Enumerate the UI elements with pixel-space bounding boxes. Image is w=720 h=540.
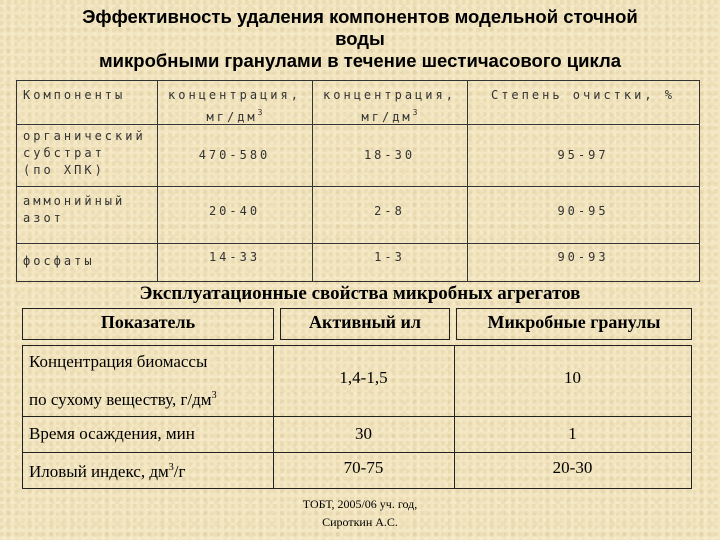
sludge-index-granules: 20-30 (552, 458, 593, 477)
biomass-granules: 10 (564, 368, 581, 387)
row1-in: 470-580 (198, 148, 271, 162)
aggregates-properties-table (22, 345, 692, 489)
header-granules: Микробные гранулы (456, 308, 692, 340)
footer-credit: ТОБТ, 2005/06 уч. год, Сироткин А.С. (302, 497, 418, 529)
row1-out: 18-30 (363, 148, 416, 162)
header-components: Компоненты (23, 88, 126, 102)
table2-row-divider (23, 416, 691, 417)
header-conc-in: концентрация, $мг/дм^3$ (168, 88, 301, 124)
biomass-sludge: 1,4-1,5 (339, 368, 388, 387)
table2-row-divider (23, 452, 691, 453)
header-efficiency: Степень очистки, % (490, 88, 676, 102)
removal-efficiency-table (16, 80, 700, 282)
aggregates-section-title: Эксплуатационные свойства микробных агрегатов (139, 283, 581, 304)
row2-out: 2-8 (374, 204, 405, 218)
sludge-index-sludge: 70-75 (343, 458, 384, 477)
row2-eff: 90-95 (557, 204, 609, 218)
title-line-3: микробными гранулами в течение шестичасового цикла (98, 50, 622, 71)
row2-name: аммонийный азот (23, 194, 126, 225)
row3-out: 1-3 (374, 250, 405, 264)
row3-in: 14-33 (208, 250, 261, 264)
biomass-label: Концентрация биомассы по сухому веществу, $г/дм^3$ (29, 352, 217, 409)
row3-eff: 90-93 (557, 250, 609, 264)
settling-time-label: Время осаждения, мин (29, 424, 195, 443)
table1-row-divider (17, 186, 699, 187)
row2-in: 20-40 (208, 204, 261, 218)
header-conc-out: концентрация, $мг/дм^3$ (323, 88, 456, 124)
sludge-index-label: Иловый индекс, $дм^3/г$ (29, 462, 186, 481)
settling-time-sludge: 30 (355, 424, 372, 443)
settling-time-granules: 1 (568, 424, 577, 443)
row3-name: фосфаты (23, 254, 95, 268)
header-indicator: Показатель (22, 308, 274, 340)
page-title (0, 6, 720, 72)
header-active-sludge: Активный ил (280, 308, 450, 340)
title-line-1: Эффективность удаления компонентов модельной сточной (82, 6, 638, 27)
title-line-2: воды (335, 28, 385, 49)
row1-eff: 95-97 (557, 148, 609, 162)
row1-name: органический субстрат (по ХПК) (23, 129, 146, 177)
table1-row-divider (17, 243, 699, 244)
